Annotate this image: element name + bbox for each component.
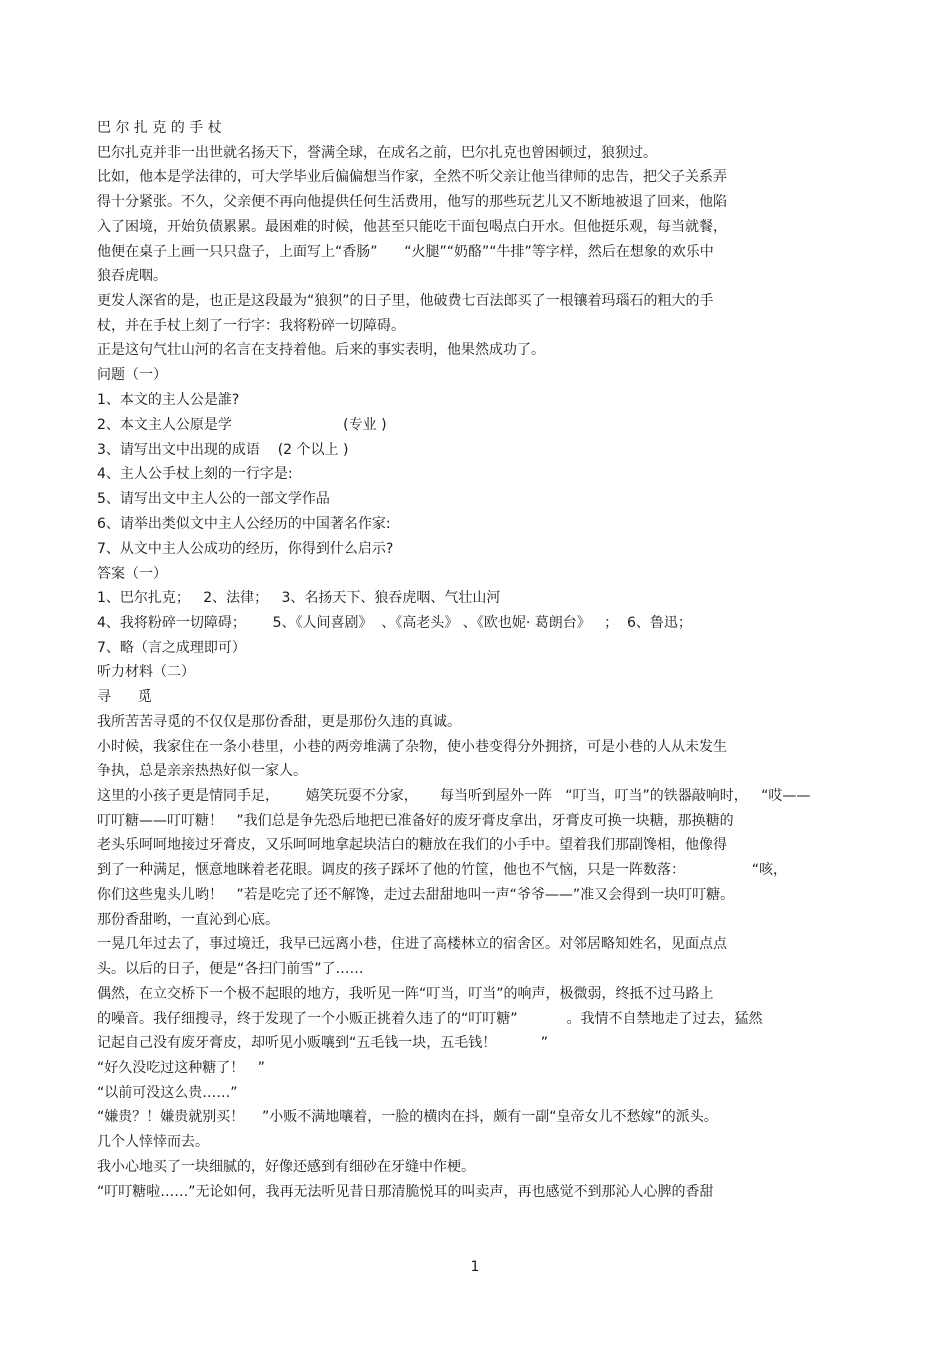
text-line: 那份香甜哟，一直沁到心底。 xyxy=(97,912,279,928)
text-line: 叮叮糖——叮叮糖！ ”我们总是争先恐后地把已准备好的废牙膏皮拿出，牙膏皮可换一块糖，那换糖的 xyxy=(97,813,734,829)
text-line: 小时候，我家住在一条小巷里，小巷的两旁堆满了杂物，使小巷变得分外拥挤，可是小巷的人从未发生 xyxy=(97,739,727,755)
text-line: 得十分紧张。不久，父亲便不再向他提供任何生活费用，他写的那些玩艺儿又不断地被退了回来，他陷 xyxy=(97,194,727,210)
text-line: 偶然，在立交桥下一个极不起眼的地方，我听见一阵“叮当，叮当”的响声，极微弱，终抵不过马路上 xyxy=(97,986,714,1002)
text-line: 1、巴尔扎克； 2、法律； 3、名扬天下、狼吞虎咽、气壮山河 xyxy=(97,590,501,606)
text-line: 头。以后的日子，便是“各扫门前雪”了…… xyxy=(97,961,364,977)
text-line: 杖，并在手杖上刻了一行字：我将粉碎一切障碍。 xyxy=(97,318,405,334)
text-line: 我小心地买了一块细腻的，好像还感到有细砂在牙缝中作梗。 xyxy=(97,1159,475,1175)
text-line: 问题（一） xyxy=(97,367,167,383)
text-line: 他便在桌子上画一只只盘子，上面写上“香肠” “火腿”“奶酪”“牛排”等字样，然后在想象的欢乐中 xyxy=(97,244,714,260)
document-title: 巴 尔 扎 克 的 手 杖 xyxy=(97,120,222,136)
text-line: 寻 觅 xyxy=(97,689,152,705)
text-line: 你们这些鬼头儿哟！ ”若是吃完了还不解馋，走过去甜甜地叫一声“爷爷——”准又会得到一块叮叮糖。 xyxy=(97,887,735,903)
text-line: 狼吞虎咽。 xyxy=(97,268,167,284)
text-line: 5、请写出文中主人公的一部文学作品 xyxy=(97,491,330,507)
text-line: “好久没吃过这种糖了！ ” xyxy=(97,1060,265,1076)
text-line: 答案（一） xyxy=(97,566,167,582)
text-line: 7、略（言之成理即可） xyxy=(97,640,246,656)
text-line: 入了困境，开始负债累累。最困难的时候，他甚至只能吃干面包喝点白开水。但他挺乐观，每当就餐， xyxy=(97,219,727,235)
text-line: 老头乐呵呵地接过牙膏皮，又乐呵呵地拿起块洁白的糖放在我们的小手中。望着我们那副馋相，他像得 xyxy=(97,837,727,853)
text-line: 更发人深省的是，也正是这段最为“狼狈”的日子里，他破费七百法郎买了一根镶着玛瑙石的粗大的手 xyxy=(97,293,714,309)
text-line: 的噪音。我仔细搜寻，终于发现了一个小贩正挑着久违了的“叮叮糖” 。我情不自禁地走了过去，猛然 xyxy=(97,1011,763,1027)
text-line: 1、本文的主人公是誰? xyxy=(97,392,240,408)
text-line: 4、我将粉碎一切障碍； 5、《人间喜剧》 、《高老头》 、《欧也妮· 葛朗台》 ； 6、鲁迅； xyxy=(97,615,692,631)
text-line: 到了一种满足，惬意地眯着老花眼。调皮的孩子踩坏了他的竹筐，他也不气恼，只是一阵数落： “咳， xyxy=(97,862,788,878)
text-line: 6、请举出类似文中主人公经历的中国著名作家: xyxy=(97,516,391,532)
text-line: 一晃几年过去了，事过境迁，我早已远离小巷，住进了高楼林立的宿舍区。对邻居略知姓名，见面点点 xyxy=(97,936,727,952)
text-line: 正是这句气壮山河的名言在支持着他。后来的事实表明，他果然成功了。 xyxy=(97,342,545,358)
text-line: “嫌贵？！嫌贵就别买！ ”小贩不满地嚷着，一脸的横肉在抖，颇有一副“皇帝女儿不愁嫁”的派头。 xyxy=(97,1109,718,1125)
text-line: 2、本文主人公原是学 (专业 ) xyxy=(97,417,387,433)
text-line: 争执，总是亲亲热热好似一家人。 xyxy=(97,763,307,779)
text-line: 几个人悻悻而去。 xyxy=(97,1134,209,1150)
text-line: 3、请写出文中出现的成语 (2 个以上 ) xyxy=(97,442,349,458)
text-line: “叮叮糖啦……”无论如何，我再无法听见昔日那清脆悦耳的叫卖声，再也感觉不到那沁人心脾的香甜 xyxy=(97,1184,714,1200)
text-line: “以前可没这么贵……” xyxy=(97,1085,238,1101)
text-line: 比如，他本是学法律的，可大学毕业后偏偏想当作家，全然不听父亲让他当律师的忠告，把父子关系弄 xyxy=(97,169,727,185)
text-line: 这里的小孩子更是情同手足， 嬉笑玩耍不分家， 每当听到屋外一阵 “叮当，叮当”的铁器敲响时， “哎—— xyxy=(97,788,811,804)
text-line: 4、主人公手杖上刻的一行字是: xyxy=(97,466,293,482)
text-line: 我所苦苦寻觅的不仅仅是那份香甜，更是那份久违的真诚。 xyxy=(97,714,461,730)
text-line: 7、从文中主人公成功的经历，你得到什么启示? xyxy=(97,541,394,557)
text-line: 记起自己没有废牙膏皮，却听见小贩嚷到“五毛钱一块，五毛钱！ ” xyxy=(97,1035,549,1051)
text-line: 听力材料（二） xyxy=(97,664,195,680)
page-number: 1 xyxy=(470,1259,480,1275)
text-line: 巴尔扎克并非一出世就名扬天下，誉满全球，在成名之前，巴尔扎克也曾困顿过，狼狈过。 xyxy=(97,145,657,161)
